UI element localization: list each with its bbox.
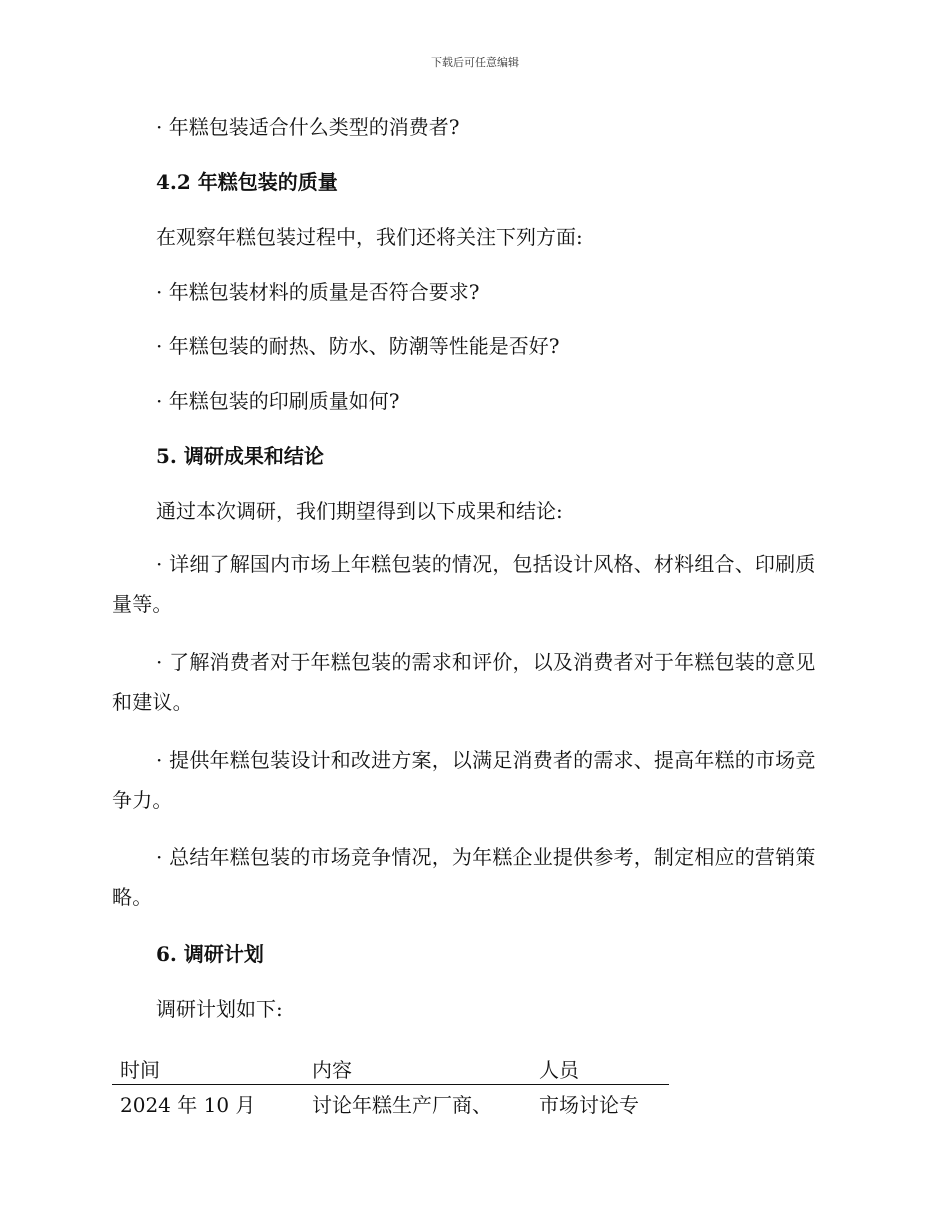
- bullet-material-quality: · 年糕包装材料的质量是否符合要求?: [156, 280, 480, 304]
- result-paragraph-3: · 提供年糕包装设计和改进方案，以满足消费者的需求、提高年糕的市场竞争力。: [112, 748, 816, 812]
- paragraph-results-intro: 通过本次调研，我们期望得到以下成果和结论:: [156, 499, 563, 523]
- header-time: 时间: [120, 1058, 160, 1082]
- result-paragraph-4: · 总结年糕包装的市场竞争情况，为年糕企业提供参考，制定相应的营销策略。: [112, 845, 816, 909]
- bullet-consumer-type: · 年糕包装适合什么类型的消费者?: [156, 115, 460, 139]
- paragraph-observe: 在观察年糕包装过程中，我们还将关注下列方面:: [156, 225, 583, 249]
- header-staff: 人员: [539, 1058, 579, 1082]
- header-content: 内容: [312, 1058, 352, 1082]
- plan-table: [112, 1050, 669, 1119]
- result-paragraph-1: · 详细了解国内市场上年糕包装的情况，包括设计风格、材料组合、印刷质量等。: [112, 552, 816, 616]
- heading-5: 5. 调研成果和结论: [156, 444, 324, 468]
- bullet-performance: · 年糕包装的耐热、防水、防潮等性能是否好?: [156, 334, 560, 358]
- cell-staff: 市场讨论专: [539, 1093, 639, 1117]
- bullet-print-quality: · 年糕包装的印刷质量如何?: [156, 389, 400, 413]
- heading-6: 6. 调研计划: [156, 942, 264, 966]
- table-header-row: [112, 1050, 669, 1085]
- result-paragraph-2: · 了解消费者对于年糕包装的需求和评价，以及消费者对于年糕包装的意见和建议。: [112, 650, 816, 714]
- cell-content: 讨论年糕生产厂商、: [312, 1093, 492, 1117]
- page-header: 下载后可任意编辑: [431, 56, 519, 69]
- cell-time: 2024 年 10 月: [120, 1093, 256, 1117]
- paragraph-plan-intro: 调研计划如下:: [156, 997, 283, 1021]
- heading-4-2: 4.2 年糕包装的质量: [156, 170, 338, 194]
- table-row: [112, 1085, 669, 1119]
